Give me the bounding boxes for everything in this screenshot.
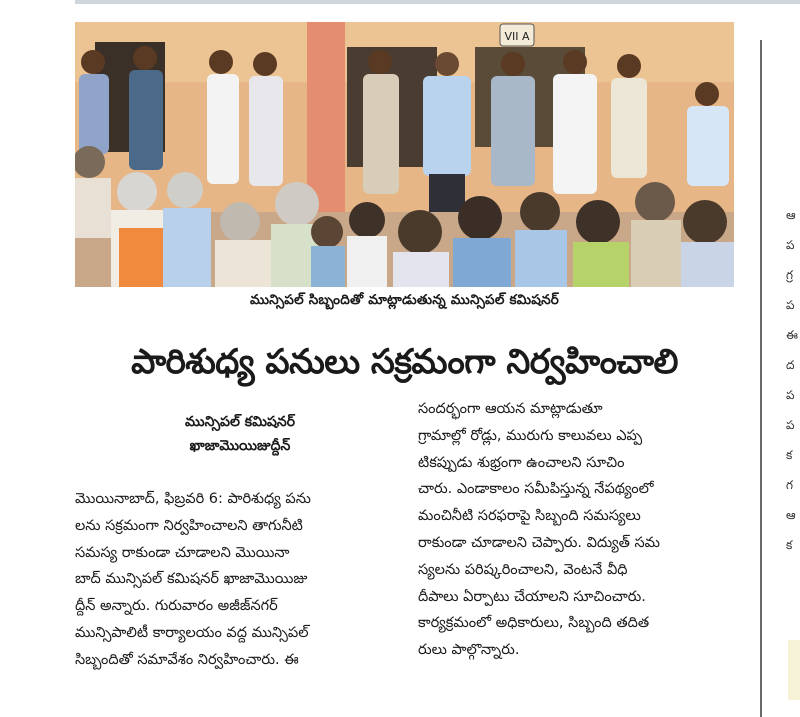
article-headline: పారిశుధ్య పనులు సక్రమంగా నిర్వహించాలి [131, 342, 678, 382]
fragment-char: క [786, 448, 793, 462]
fragment-char: ప [786, 298, 795, 312]
text-line: టికప్పుడు శుభ్రంగా ఉంచాలని సూచిం [418, 454, 625, 471]
text-line: దీపాలు ఏర్పాటు చేయాలని సూచించారు. [418, 588, 646, 605]
article-column-left [75, 486, 393, 674]
text-line: బాద్ మున్సిపల్ కమిషనర్ ఖాజామొయిజు [75, 571, 308, 588]
byline-name: ఖాజామొయిజుద్దీన్ [189, 438, 291, 454]
fragment-char: గ [786, 478, 793, 492]
text-line: మున్సిపాలిటీ కార్యాలయం వద్ద మున్సిపల్ [75, 624, 309, 641]
text-line: రులు పాల్గొన్నారు. [418, 642, 520, 659]
photo-caption: మున్సిపల్ సిబ్బందితో మాట్లాడుతున్న మున్సిపల్ కమిషనర్ [250, 292, 559, 308]
article-column-right [418, 396, 734, 664]
text-line: రాకుండా చూడాలని చెప్పారు. విద్యుత్ సమ [418, 534, 661, 551]
text-line: మంచినీటి సరఫరాపై సిబ్బంది సమస్యలు [418, 508, 641, 525]
fragment-char: ఈ [786, 328, 798, 342]
fragment-char: ద [786, 358, 795, 372]
text-line: లను సక్రమంగా నిర్వహించాలని తాగునీటి [75, 517, 303, 534]
adjacent-ad-fragment [788, 640, 800, 700]
fragment-char: ఆ [786, 508, 796, 522]
text-line: గ్రామాల్లో రోడ్లు, మురుగు కాలువలు ఎప్ప [418, 427, 643, 444]
adjacent-column-fragment [786, 200, 800, 560]
top-page-strip [75, 0, 800, 4]
text-line: ద్దీన్ అన్నారు. గురువారం అజీజ్‌నగర్ [75, 598, 278, 615]
news-photo [75, 22, 734, 287]
text-line: సిబ్బందితో సమావేశం నిర్వహించారు. ఈ [75, 651, 299, 668]
fragment-char: ప [786, 388, 795, 402]
byline-title: మున్సిపల్ కమిషనర్ [184, 414, 296, 430]
article-byline [75, 410, 405, 458]
fragment-char: ఆ [786, 208, 796, 222]
fragment-char: గ్ర [786, 268, 793, 282]
text-line: సందర్భంగా ఆయన మాట్లాడుతూ [418, 401, 603, 417]
fragment-char: క [786, 538, 793, 552]
text-line: చారు. ఎండాకాలం సమీపిస్తున్న నేపథ్యంలో [418, 481, 654, 498]
fragment-char: ప [786, 238, 795, 252]
text-line: సమస్య రాకుండా చూడాలని మొయినా [75, 544, 290, 561]
wall-sign: VII A [504, 30, 530, 43]
text-line: మొయినాబాద్, ఫిబ్రవరి 6: పారిశుధ్య పను [75, 491, 311, 507]
text-line: స్యలను పరిష్కరించాలని, వెంటనే వీధి [418, 561, 628, 578]
text-line: కార్యక్రమంలో అధికారులు, సిబ్బంది తదిత [418, 615, 650, 632]
column-divider [760, 40, 762, 717]
fragment-char: ప [786, 418, 795, 432]
